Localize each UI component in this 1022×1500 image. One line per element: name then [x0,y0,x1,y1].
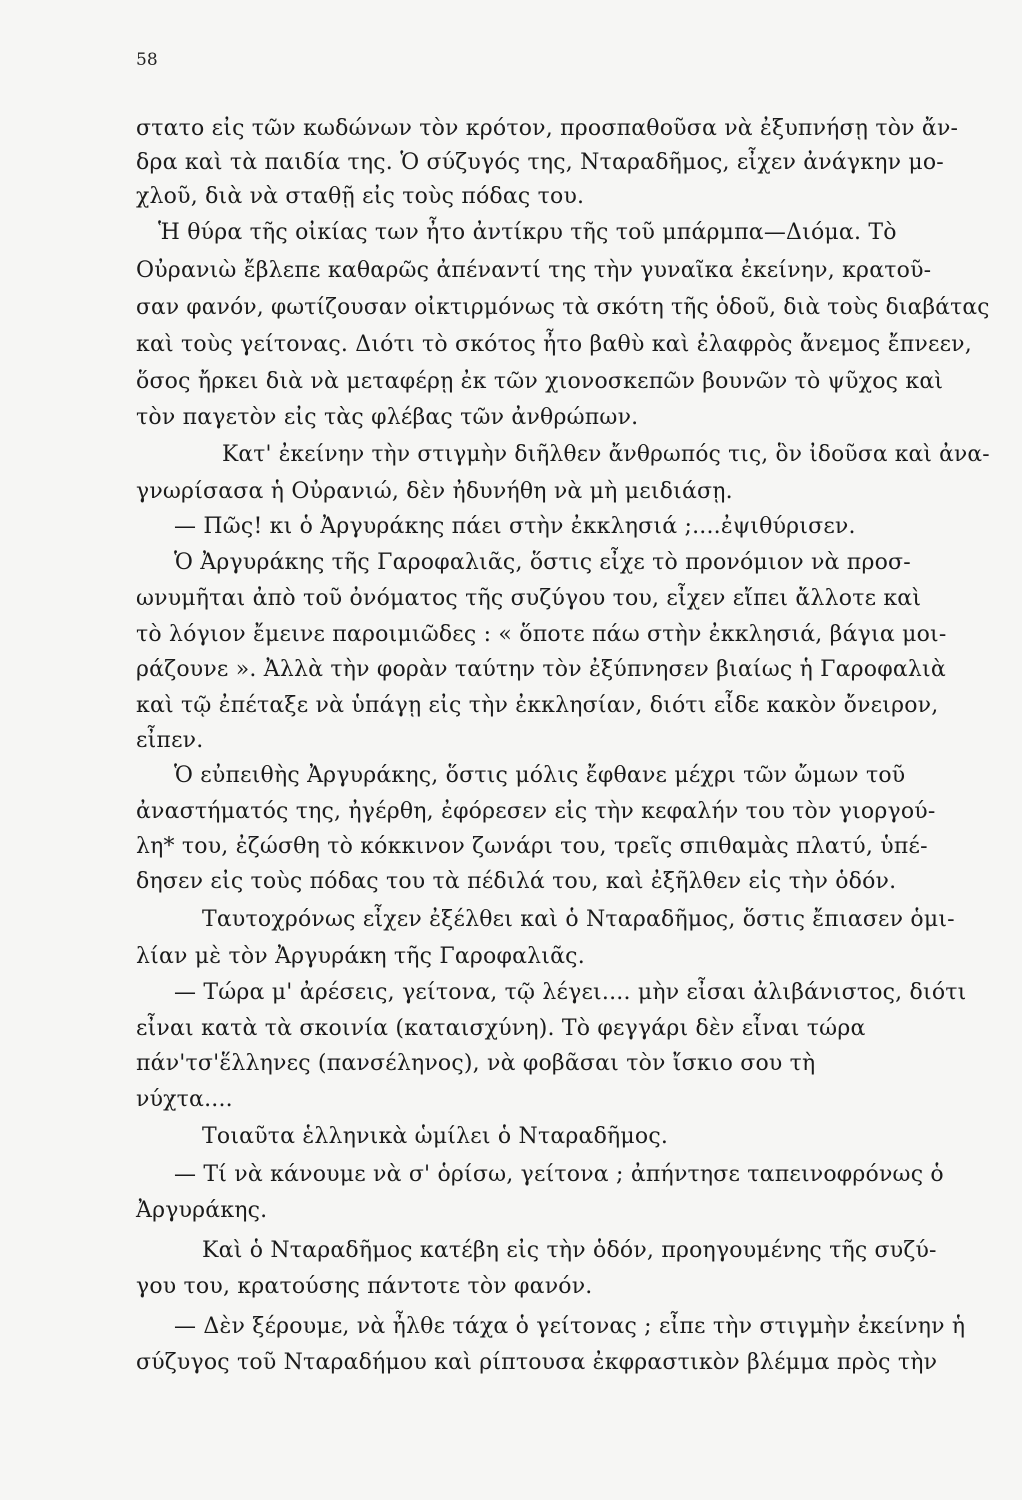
text-line: ἀναστήματός της, ἠγέρθη, ἐφόρεσεν εἰς τὴν κεφαλήν του τὸν γιοργού- [136,799,936,824]
text-line: — Τώρα μ' ἀρέσεις, γείτονα, τῷ λέγει.... μὴν εἶσαι ἀλιβάνιστος, διότι [174,980,967,1005]
text-line: ωνυμῆται ἀπὸ τοῦ ὀνόματος τῆς συζύγου του, εἶχεν εἴπει ἄλλοτε καὶ [136,586,922,611]
text-line: πάν'τσ'ἕλληνες (πανσέληνος), νὰ φοβᾶσαι τὸν ἴσκιο σου τὴ [136,1051,816,1076]
text-line: — Τί νὰ κάνουμε νὰ σ' ὁρίσω, γείτονα ; ἀπήντησε ταπεινοφρόνως ὁ [174,1162,944,1187]
text-line: — Πῶς! κι ὁ Ἀργυράκης πάει στὴν ἐκκλησιά ;....ἐψιθύρισεν. [174,514,856,539]
text-line: Ὁ εὐπειθὴς Ἀργυράκης, ὅστις μόλις ἔφθανε μέχρι τῶν ὤμων τοῦ [174,763,906,788]
text-line: Τοιαῦτα ἑλληνικὰ ὡμίλει ὁ Νταραδῆμος. [202,1124,669,1149]
text-line: λη* του, ἐζώσθη τὸ κόκκινον ζωνάρι του, τρεῖς σπιθαμὰς πλατύ, ὑπέ- [136,834,928,859]
text-line: εἶναι κατὰ τὰ σκοινία (καταισχύνη). Τὸ φεγγάρι δὲν εἶναι τώρα [136,1016,866,1041]
text-line: καὶ τοὺς γείτονας. Διότι τὸ σκότος ἦτο βαθὺ καὶ ἐλαφρὸς ἄνεμος ἔπνεεν, [136,332,972,357]
text-line: λίαν μὲ τὸν Ἀργυράκη τῆς Γαροφαλιᾶς. [136,944,585,969]
text-line: στατο εἰς τῶν κωδώνων τὸν κρότον, προσπαθοῦσα νὰ ἐξυπνήσῃ τὸν ἄν- [136,116,959,141]
text-line: δρα καὶ τὰ παιδία της. Ὁ σύζυγός της, Νταραδῆμος, εἶχεν ἀνάγκην μο- [136,150,944,175]
text-line: γου του, κρατούσης πάντοτε τὸν φανόν. [136,1274,593,1299]
text-line: ὅσος ἤρκει διὰ νὰ μεταφέρῃ ἐκ τῶν χιονοσκεπῶν βουνῶν τὸ ψῦχος καὶ [136,369,944,394]
page-number: 58 [136,50,158,70]
text-line: — Δὲν ξέρουμε, νὰ ἦλθε τάχα ὁ γείτονας ; εἶπε τὴν στιγμὴν ἐκείνην ἡ [174,1314,966,1339]
text-line: σύζυγος τοῦ Νταραδήμου καὶ ρίπτουσα ἐκφραστικὸν βλέμμα πρὸς τὴν [136,1350,938,1375]
text-line: σαν φανόν, φωτίζουσαν οἰκτιρμόνως τὰ σκότη τῆς ὁδοῦ, διὰ τοὺς διαβάτας [136,295,990,320]
text-line: Κατ' ἐκείνην τὴν στιγμὴν διῆλθεν ἄνθρωπός τις, ὃν ἰδοῦσα καὶ ἀνα- [222,442,990,467]
text-line: εἶπεν. [136,728,204,753]
text-line: Ταυτοχρόνως εἶχεν ἐξέλθει καὶ ὁ Νταραδῆμος, ὅστις ἔπιασεν ὁμι- [202,907,955,932]
text-line: χλοῦ, διὰ νὰ σταθῇ εἰς τοὺς πόδας του. [136,184,585,209]
text-line: Καὶ ὁ Νταραδῆμος κατέβη εἰς τὴν ὁδόν, προηγουμένης τῆς συζύ- [202,1238,937,1263]
text-line: Ἀργυράκης. [136,1198,268,1223]
text-line: Ἡ θύρα τῆς οἰκίας των ἦτο ἀντίκρυ τῆς τοῦ μπάρμπα—Διόμα. Τὸ [158,220,897,245]
text-line: νύχτα.... [136,1087,233,1112]
text-line: Οὐρανιὼ ἔβλεπε καθαρῶς ἀπέναντί της τὴν γυναῖκα ἐκείνην, κρατοῦ- [136,258,932,283]
text-line: γνωρίσασα ἡ Οὐρανιώ, δὲν ἠδυνήθη νὰ μὴ μειδιάσῃ. [136,479,733,504]
text-line: Ὁ Ἀργυράκης τῆς Γαροφαλιᾶς, ὅστις εἶχε τὸ προνόμιον νὰ προσ- [174,550,911,575]
text-line: τὸ λόγιον ἔμεινε παροιμιῶδες : « ὅποτε πάω στὴν ἐκκλησιά, βάγια μοι- [136,622,947,647]
text-line: τὸν παγετὸν εἰς τὰς φλέβας τῶν ἀνθρώπων. [136,405,639,430]
text-line: καὶ τῷ ἐπέταξε νὰ ὑπάγῃ εἰς τὴν ἐκκλησίαν, διότι εἶδε κακὸν ὄνειρον, [136,693,939,718]
text-line: ράζουνε ». Ἀλλὰ τὴν φορὰν ταύτην τὸν ἐξύπνησεν βιαίως ἡ Γαροφαλιὰ [136,657,946,682]
text-line: δησεν εἰς τοὺς πόδας του τὰ πέδιλά του, καὶ ἐξῆλθεν εἰς τὴν ὁδόν. [136,869,897,894]
